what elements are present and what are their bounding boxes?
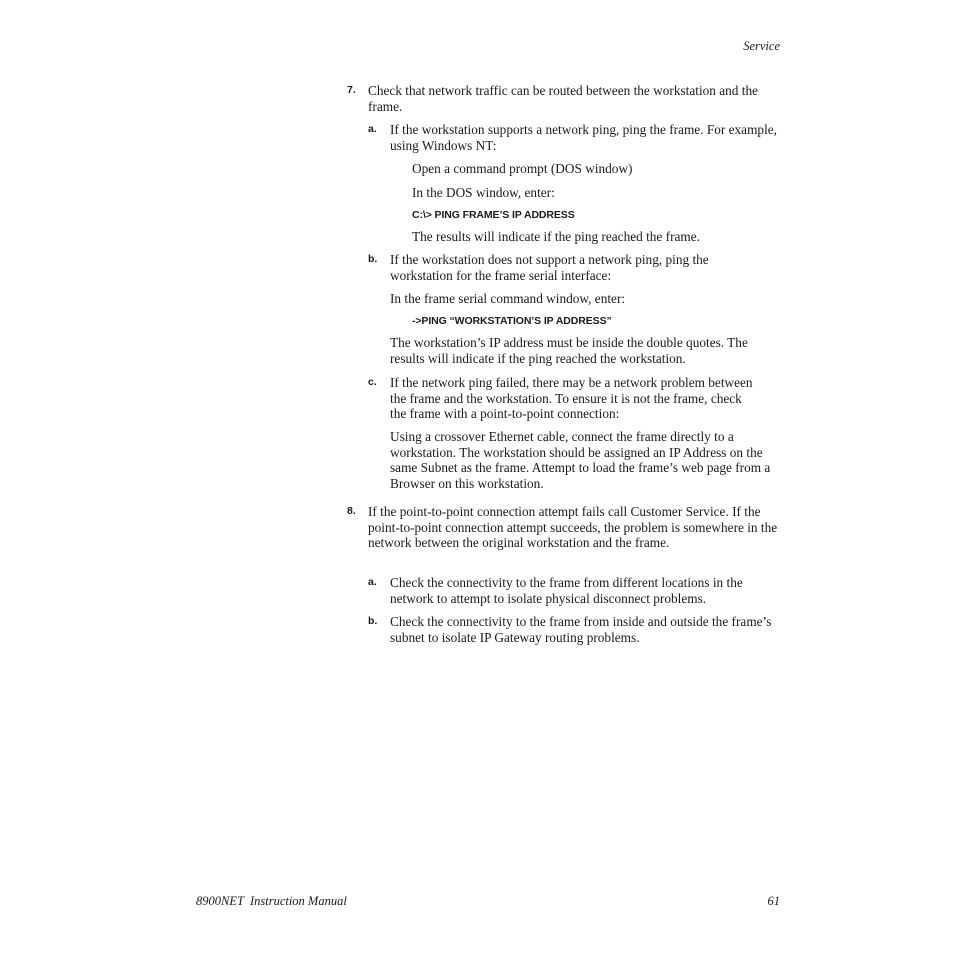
step-7-text: Check that network traffic can be routed between the workstation and the frame. (368, 83, 759, 114)
step-7-number: 7. (347, 84, 356, 96)
step-8-text: If the point-to-point connection attempt fails call Customer Service. If the point-to-point connection attempt succeeds, the problem is somewhere in the network between the original workstation and the frame. (368, 504, 778, 551)
step-7b-note: The workstation’s IP address must be inside the double quotes. The results will indicate if the ping reached the workstation. (390, 335, 748, 366)
step-7b-text: If the workstation does not support a network ping, ping the workstation for the frame serial interface: (390, 252, 709, 283)
step-7a-text: If the workstation supports a network ping, ping the frame. For example, using Windows NT: (390, 122, 777, 153)
step-7b-line1: In the frame serial command window, enter: (390, 291, 626, 306)
ping-workstation-command: ->PING “WORKSTATION’S IP ADDRESS” (412, 315, 612, 327)
step-7a-line1: Open a command prompt (DOS window) (412, 161, 633, 176)
step-8b-text: Check the connectivity to the frame from inside and outside the frame’s subnet to isolate IP Gateway routing problems. (390, 614, 772, 645)
footer-manual-title: 8900NET Instruction Manual (196, 894, 347, 908)
step-7c-text: If the network ping failed, there may be a network problem between the frame and the workstation. To ensure it is not the frame, check the frame with a point-to-point connection: (390, 375, 753, 422)
step-8b-label: b. (368, 615, 378, 627)
running-header: Service (743, 39, 780, 53)
step-8a-label: a. (368, 576, 377, 588)
step-8-number: 8. (347, 505, 356, 517)
step-8a-text: Check the connectivity to the frame from different locations in the network to attempt to isolate physical disconnect problems. (390, 575, 743, 606)
step-7a-result: The results will indicate if the ping reached the frame. (412, 229, 700, 244)
step-7c-detail: Using a crossover Ethernet cable, connect the frame directly to a workstation. The workstation should be assigned an IP Address on the same Subnet as the frame. Attempt to load the frame’s web page from a Browser on this workstation. (390, 429, 771, 492)
footer-page-number: 61 (767, 894, 780, 908)
step-7b-label: b. (368, 253, 378, 265)
step-7a-label: a. (368, 123, 377, 135)
step-7a-line2: In the DOS window, enter: (412, 185, 555, 200)
step-7c-label: c. (368, 376, 377, 388)
ping-frame-command: C:\> PING FRAME’S IP ADDRESS (412, 209, 575, 221)
